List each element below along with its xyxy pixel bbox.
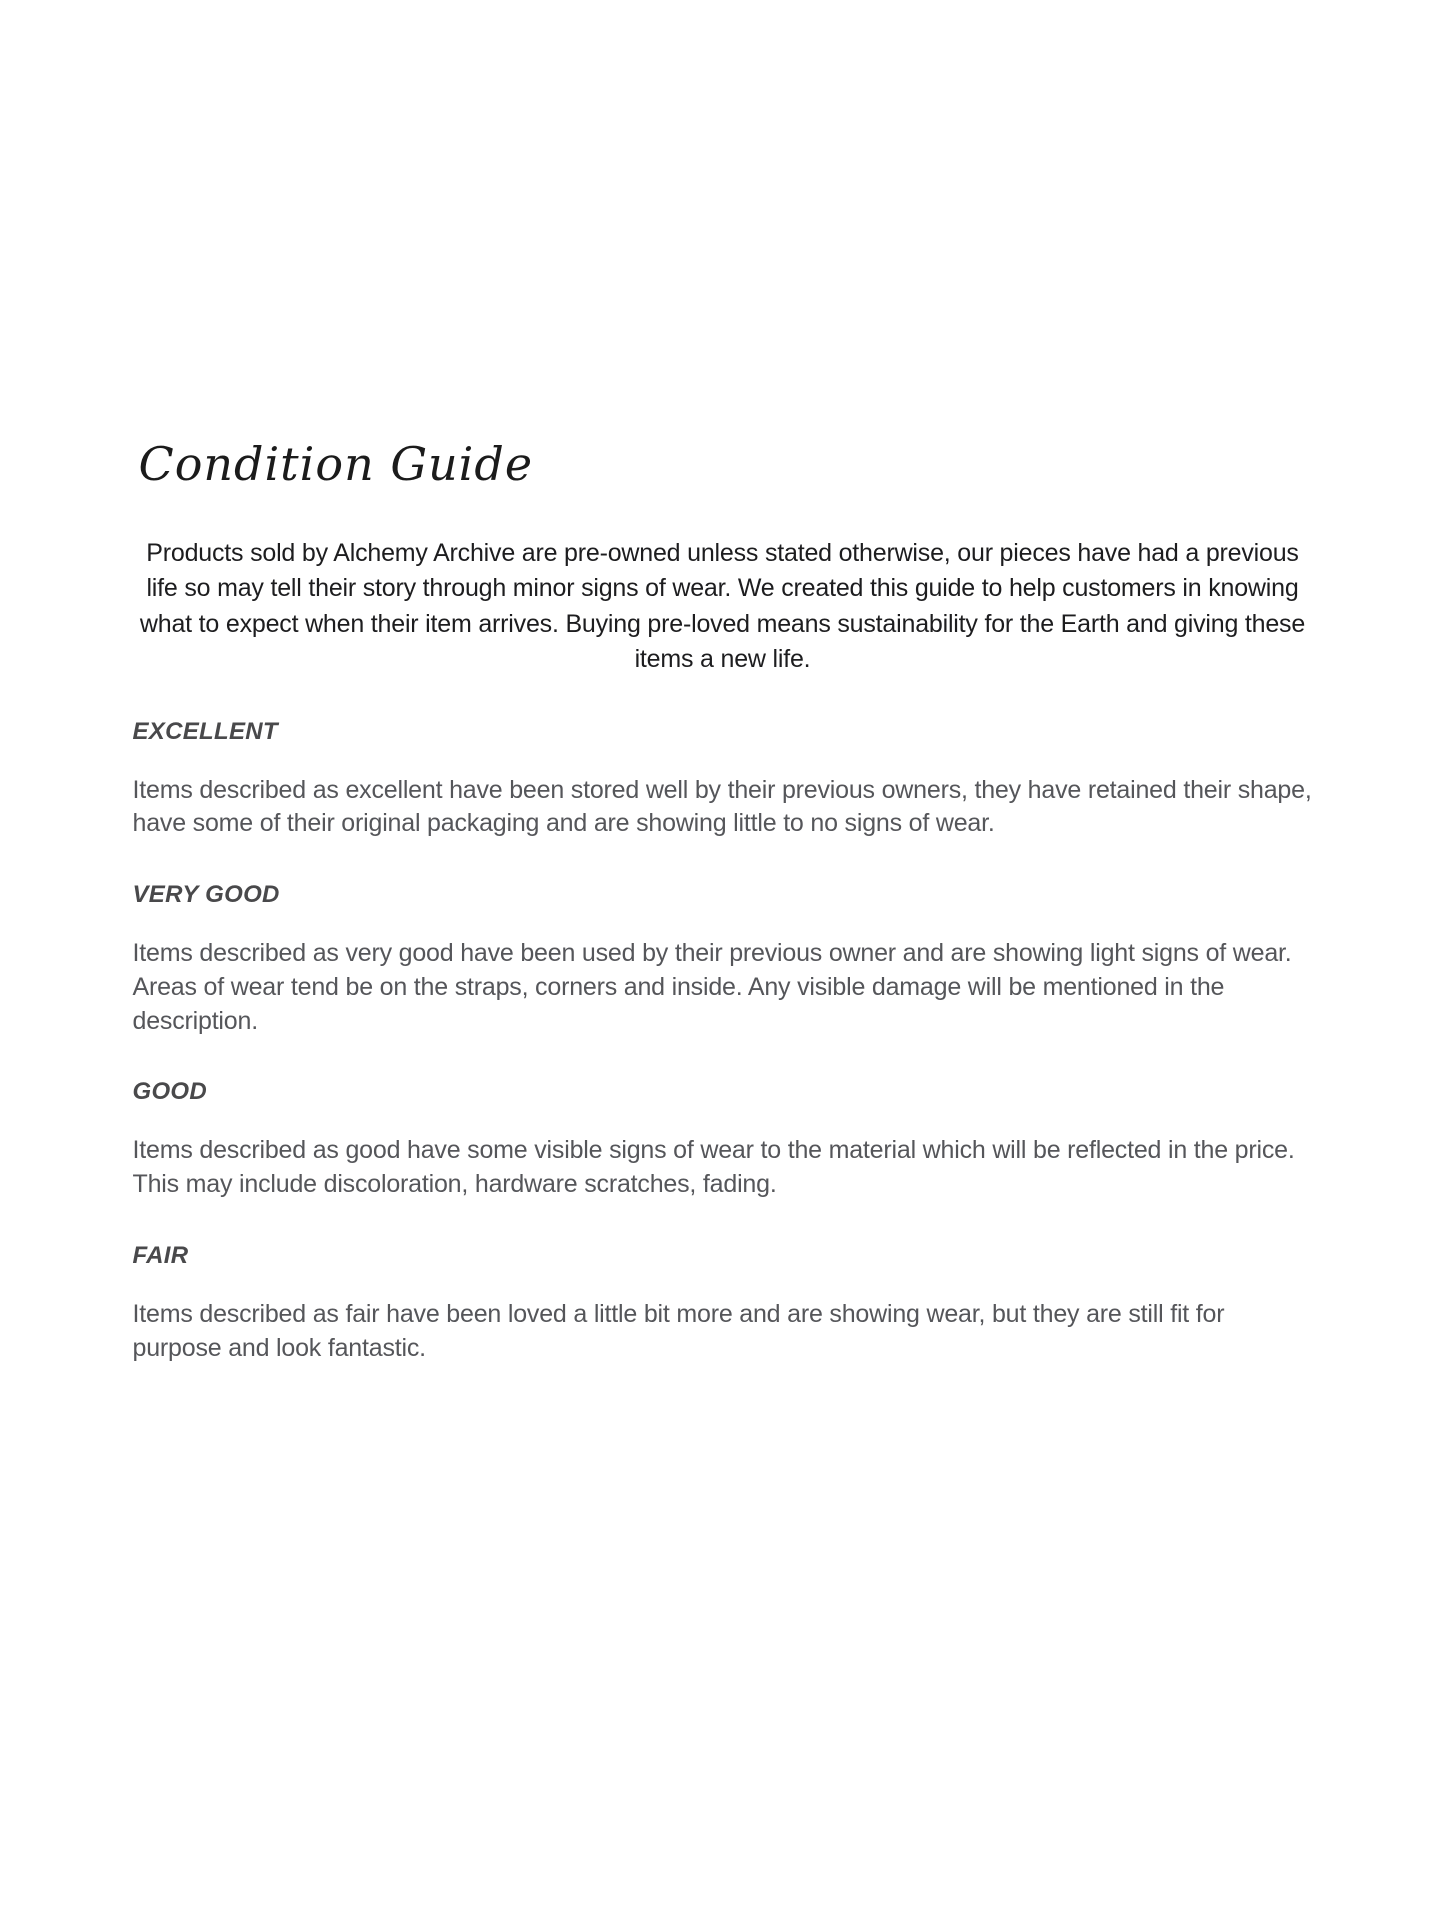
section-heading-very-good: VERY GOOD (132, 881, 280, 908)
section-body-excellent: Items described as excellent have been stored well by their previous owners, they have retained their shape, have some of their original packaging and are showing little to no signs of wear. (132, 775, 1312, 838)
intro-paragraph: Products sold by Alchemy Archive are pre-owned unless stated otherwise, our pieces have had a previous life so may tell their story through minor signs of wear. We created this guide to help customers in knowing what to expect when their item arrives. Buying pre-loved means sustainability for the Earth and giving these items a new life. (139, 538, 1306, 673)
condition-section-very-good (133, 881, 1313, 1038)
section-body-good: Items described as good have some visible signs of wear to the material which will be reflected in the price. This may include discoloration, hardware scratches, fading. (132, 1136, 1295, 1198)
section-heading-excellent: EXCELLENT (132, 717, 278, 745)
section-body-very-good: Items described as very good have been used by their previous owner and are showing light signs of wear. Areas of wear tend be on the straps, corners and inside. Any visible damage will be mentioned in the description. (132, 939, 1292, 1035)
section-heading-good: GOOD (132, 1078, 208, 1106)
condition-section-excellent (133, 718, 1313, 842)
condition-guide-page (133, 0, 1313, 1365)
condition-section-good (133, 1078, 1313, 1202)
section-body-fair: Items described as fair have been loved a little bit more and are showing wear, but they are still fit for purpose and look fantastic. (132, 1299, 1225, 1362)
section-heading-fair: FAIR (132, 1241, 189, 1269)
condition-section-fair (133, 1242, 1313, 1366)
page-title: Condition Guide (138, 437, 534, 491)
